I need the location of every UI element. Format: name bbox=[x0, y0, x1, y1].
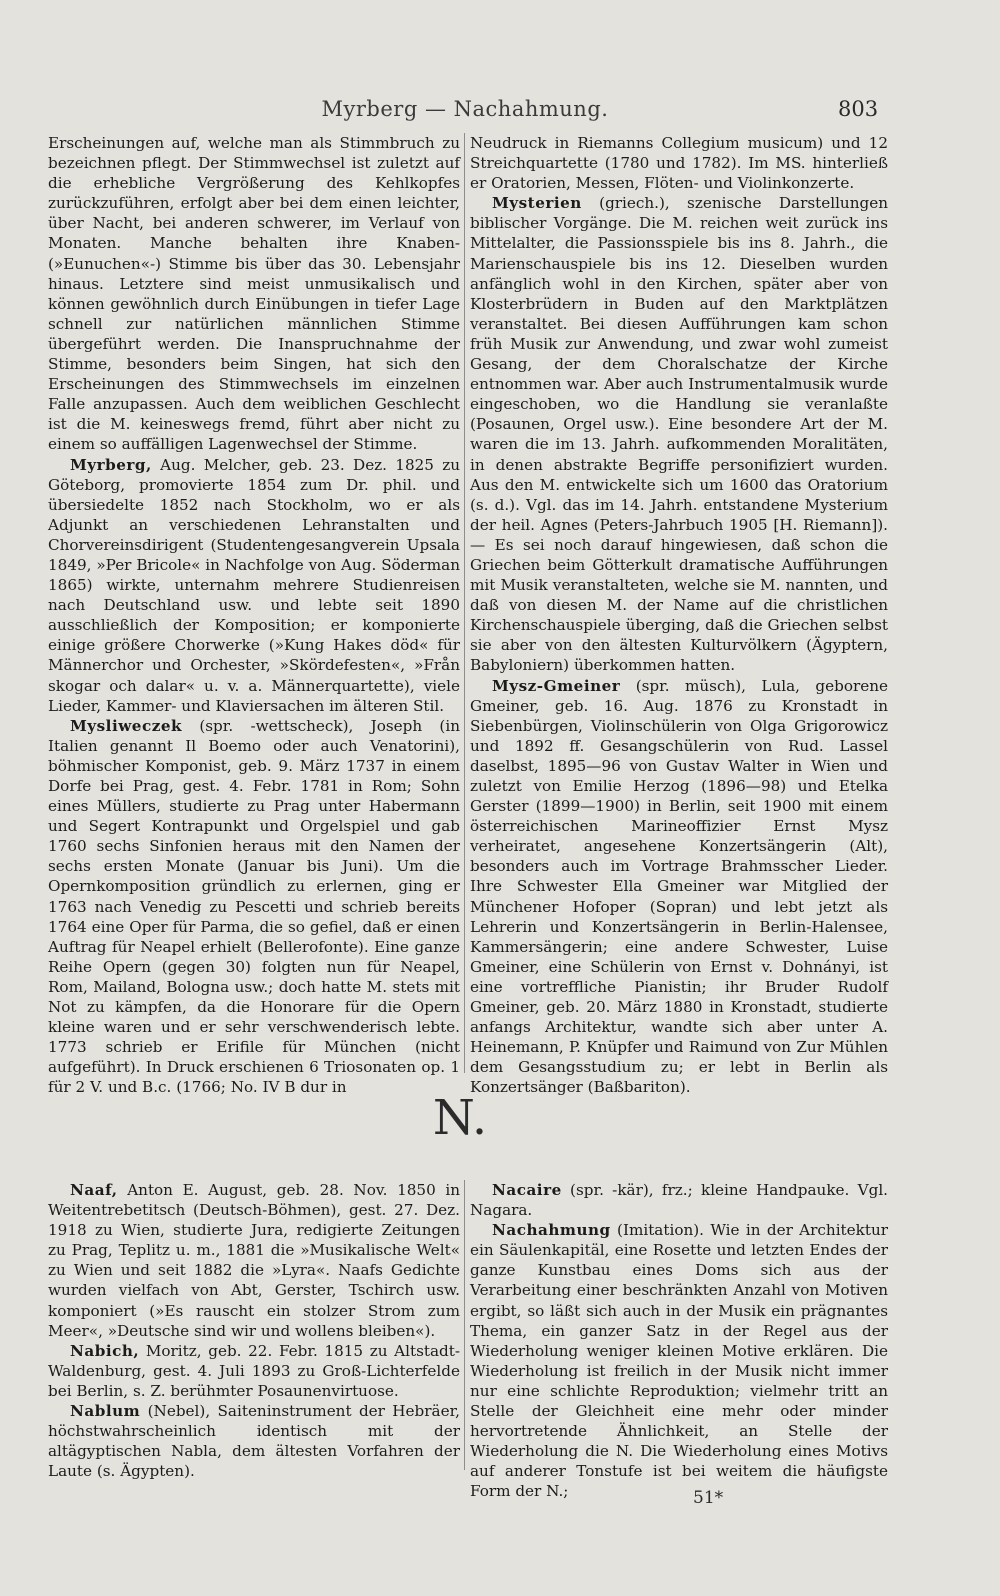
column-left-top bbox=[48, 133, 460, 1097]
entry-text: (Imitation). Wie in der Architektur ein Säulenkapitäl, eine Rosette und letzten Endes der ganze Kunstbau eines Doms sich aus der Verarbeitung einer beschränkten Anzahl von Motiven ergibt, so läßt sich auch in der Musik ein prägnantes Thema, ein ganzer Satz in der Regel aus der Wiederholung weniger kleinen Motive erklären. Die Wiederholung ist freilich in der Musik nicht immer nur eine schlichte Reproduktion; vielmehr tritt an Stelle der Gleichheit eine mehr oder minder hervortretende Ähnlichkeit, an Stelle der Wiederholung die N. Die Wiederholung eines Motivs auf anderer Tonstufe ist bei weitem die häufigste Form der N.; bbox=[470, 1221, 888, 1501]
entry-text: Anton E. August, geb. 28. Nov. 1850 in Weitentrebetitsch (Deutsch-Böhmen), gest. 27. Dez. 1918 zu Wien, studierte Jura, redigierte Zeitungen zu Prag, Teplitz u. m., 1881 die »Musikalische Welt« zu Wien und seit 1882 die »Lyra«. Naafs Gedichte wurden vielfach von Abt, Gerster, Tschirch usw. komponiert (»Es rauscht ein stolzer Strom zum Meer«, »Deutsche sind wir und wollens bleiben«). bbox=[48, 1181, 460, 1340]
dictionary-entry bbox=[470, 1180, 888, 1220]
column-divider bbox=[464, 133, 465, 1073]
running-header: Myrberg — Nachahmung. bbox=[321, 97, 609, 121]
column-left-bottom bbox=[48, 1180, 460, 1480]
entry-text: (spr. -wettscheck), Joseph (in Italien genannt Il Boemo oder auch Venatorini), böhmischer Komponist, geb. 9. März 1737 in einem Dorfe bei Prag, gest. 4. Febr. 1781 in Rom; Sohn eines Müllers, studierte zu Prag unter Habermann und Segert Kontrapunkt und Orgelspiel und gab 1760 sechs Sinfonien heraus mit den Namen der sechs ersten Monate (Januar bis Juni). Um die Opernkomposition gründlich zu erlernen, ging er 1763 nach Venedig zu Pescetti und schrieb bereits 1764 eine Oper für Parma, die so gefiel, daß er einen Auftrag für Neapel erhielt (Bellerofonte). Eine ganze Reihe Opern (gegen 30) folgten nun für Neapel, Rom, Mailand, Bologna usw.; doch hatte M. stets mit Not zu kämpfen, da die Honorare für die Opern kleine waren und er sehr verschwenderisch lebte. 1773 schrieb er Erifile für München (nicht aufgeführt). In Druck erschienen 6 Triosonaten op. 1 für 2 V. und B.c. (1766; No. IV B dur in bbox=[48, 716, 460, 1097]
entry-keyword: Nachahmung bbox=[492, 1221, 611, 1240]
entry-text: Aug. Melcher, geb. 23. Dez. 1825 zu Göteborg, promovierte 1854 zum Dr. phil. und übersiedelte 1852 nach Stockholm, wo er als Adjunkt an verschiedenen Lehranstalten und Chorvereinsdirigent (Studentengesangverein Upsala 1849, »Per Bricole« in Nachfolge von Aug. Söderman 1865) wirkte, unternahm mehrere Studienreisen nach Deutschland usw. und lebte seit 1890 ausschließlich der Komposition; er komponierte einige größere Chorwerke (»Kung Hakes död« für Männerchor und Orchester, »Skördefesten«, »Från skogar och dalar« u. v. a. Männerquartette), viele Lieder, Kammer- und Klaviersachen im älteren Stil. bbox=[48, 455, 460, 715]
entry-text: (spr. -kär), frz.; kleine Handpauke. Vgl. Nagara. bbox=[470, 1181, 888, 1220]
entry-text: (spr. müsch), Lula, geborene Gmeiner, geb. 16. Aug. 1876 zu Kronstadt in Siebenbürgen, Violinschülerin von Olga Grigorowicz und 1892 ff. Gesangschülerin von Rud. Lassel daselbst, 1895—96 von Gustav Walter in Wien und zuletzt von Emilie Herzog (1896—98) und Etelka Gerster (1899—1900) in Berlin, seit 1900 mit einem österreichischen Marineoffizier Ernst Mysz verheiratet, angesehene Konzertsängerin (Alt), besonders auch im Vortrage Brahmsscher Lieder. Ihre Schwester Ella Gmeiner war Mitglied der Münchener Hofoper (Sopran) und lebt jetzt als Lehrerin und Konzertsängerin in Berlin-Halensee, Kammersängerin; eine andere Schwester, Luise Gmeiner, eine Schülerin von Ernst v. Dohnányi, ist eine vortreffliche Pianistin; ihr Bruder Rudolf Gmeiner, geb. 20. März 1880 in Kronstadt, studierte anfangs Architektur, wandte sich aber unter A. Heinemann, P. Knüpfer und Raimund von Zur Mühlen dem Gesangsstudium zu; er lebt in Berlin als Konzertsänger (Baßbariton). bbox=[470, 676, 888, 1097]
dictionary-entry bbox=[48, 1401, 460, 1481]
entry-keyword: Naaf, bbox=[70, 1181, 118, 1199]
dictionary-entry bbox=[48, 716, 460, 1098]
column-right-top bbox=[470, 133, 888, 1097]
continued-text: Erscheinungen auf, welche man als Stimmbruch zu bezeichnen pflegt. Der Stimmwechsel ist zuletzt auf die erhebliche Vergrößerung des Kehlkopfes zurückzuführen, erfolgt aber bei dem einen leichter, über Nacht, bei anderen schwerer, im Verlauf von Monaten. Manche behalten ihre Knaben- (»Eunuchen«-) Stimme bis über das 30. Lebensjahr hinaus. Letztere sind meist unmusikalisch und können gewöhnlich durch Einübungen in tiefer Lage schnell zur natürlichen männlichen Stimme übergeführt werden. Die Inanspruchnahme der Stimme, besonders beim Singen, hat sich den Erscheinungen des Stimmwechsels im einzelnen Falle anzupassen. Auch dem weiblichen Geschlecht ist die M. keineswegs fremd, führt aber nicht zu einem so auffälligen Lagenwechsel der Stimme. bbox=[48, 134, 460, 454]
entry-keyword: Nabich, bbox=[70, 1341, 140, 1360]
entry-keyword: Nacaire bbox=[492, 1181, 562, 1199]
dictionary-entry bbox=[48, 455, 460, 716]
page-number: 803 bbox=[838, 97, 879, 121]
printer-signature: 51* bbox=[693, 1488, 724, 1508]
entry-text: Moritz, geb. 22. Febr. 1815 zu Altstadt-Waldenburg, gest. 4. Juli 1893 zu Groß-Lichterfelde bei Berlin, s. Z. berühmter Posaunenvirtuose. bbox=[48, 1341, 460, 1400]
entry-keyword: Nablum bbox=[70, 1402, 141, 1421]
entry-keyword: Mysliweczek bbox=[70, 716, 183, 735]
continued-text: Neudruck in Riemanns Collegium musicum) und 12 Streichquartette (1780 und 1782). Im MS. hinterließ er Oratorien, Messen, Flöten- und Violinkonzerte. bbox=[470, 134, 888, 193]
dictionary-entry bbox=[470, 193, 888, 675]
entry-text: (Nebel), Saiteninstrument der Hebräer, höchstwahrscheinlich identisch mit der altägyptischen Nabla, dem ältesten Vorfahren der Laute (s. Ägypten). bbox=[48, 1402, 460, 1481]
column-divider-bottom bbox=[464, 1180, 465, 1470]
dictionary-entry bbox=[470, 1220, 888, 1501]
entry-keyword: Myrberg, bbox=[70, 455, 152, 474]
entry-text: (griech.), szenische Darstellungen biblischer Vorgänge. Die M. reichen weit zurück ins Mittelalter, die Passionsspiele bis ins 8. Jahrh., die Marienschauspiele bis ins 12. Dieselben wurden anfänglich wohl in den Kirchen, später aber von Klosterbrüdern in Buden auf den Marktplätzen veranstaltet. Bei diesen Aufführungen kam schon früh Musik zur Anwendung, und zwar wohl zumeist Gesang, der dem Choralschatze der Kirche entnommen war. Aber auch Instrumentalmusik wurde eingeschoben, wo die Handlung sie veranlaßte (Posaunen, Orgel usw.). Eine besondere Art der M. waren die im 13. Jahrh. aufkommenden Moralitäten, in denen abstrakte Begriffe personifiziert wurden. Aus den M. entwickelte sich um 1600 das Oratorium (s. d.). Vgl. das im 14. Jahrh. entstandene Mysterium der heil. Agnes (Peters-Jahrbuch 1905 [H. Riemann]). — Es sei noch darauf hingewiesen, daß schon die Griechen beim Götterkult dramatische Aufführungen mit Musik veranstalteten, welche sie M. nannten, und daß von diesen M. der Name auf die christlichen Kirchenschauspiele überging, daß die Griechen selbst sie aber von den ältesten Kulturvölkern (Ägyptern, Babyloniern) überkommen hatten. bbox=[470, 194, 888, 675]
dictionary-entry bbox=[48, 1341, 460, 1401]
entry-keyword: Mysterien bbox=[492, 194, 582, 213]
dictionary-entry bbox=[48, 1180, 460, 1341]
dictionary-entry bbox=[470, 676, 888, 1098]
section-letter: N. bbox=[432, 1090, 488, 1146]
entry-keyword: Mysz-Gmeiner bbox=[492, 676, 621, 695]
